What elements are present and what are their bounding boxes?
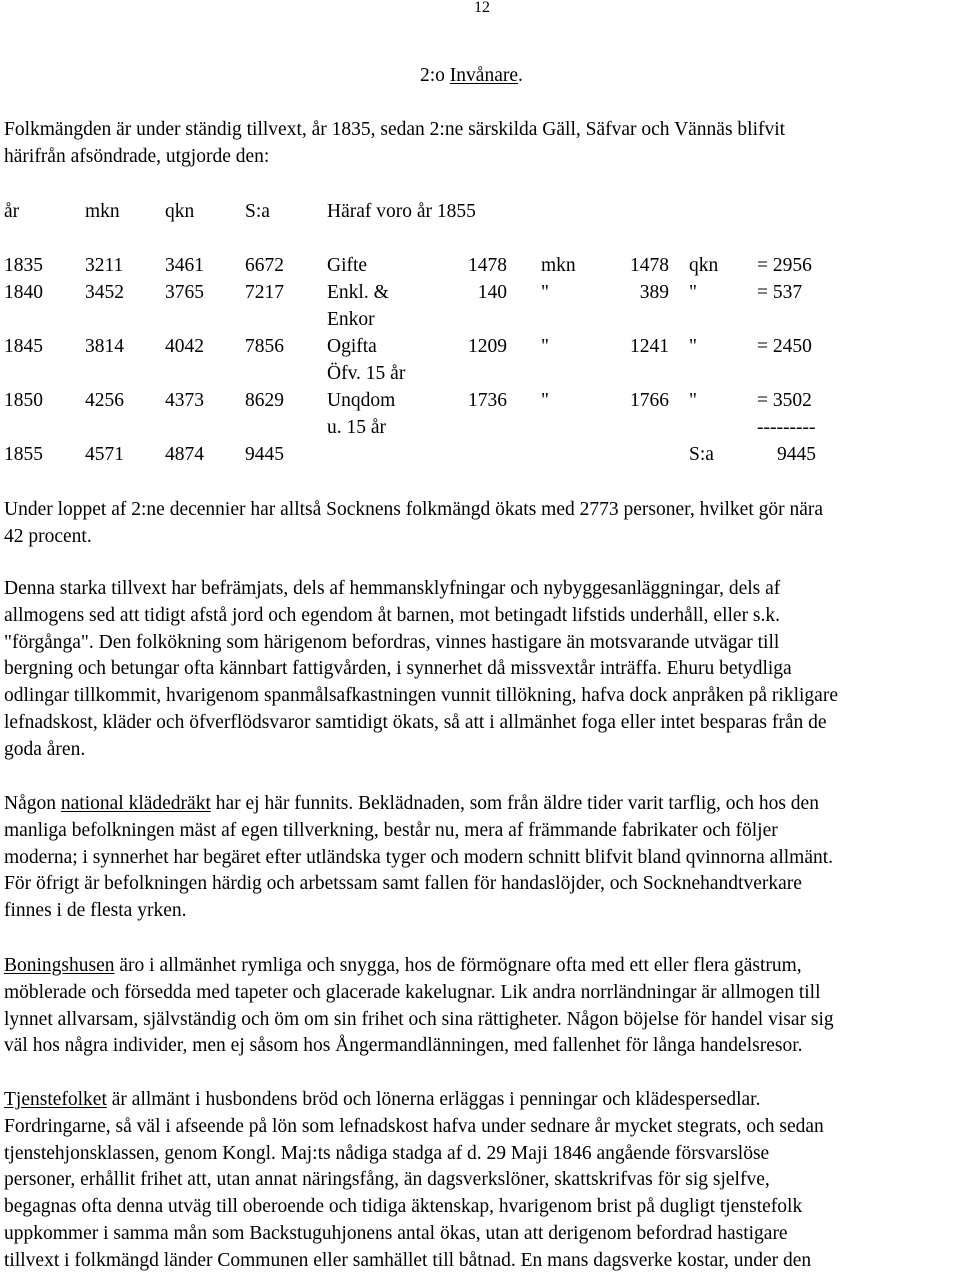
paragraph-line: personer, erhållit frihet att, utan annat näringsfång, än dagsverkslöner, skattskrifvas för sig sjelfve, bbox=[4, 1169, 770, 1191]
paragraph-line: "förgånga". Den folkökning som härigenom befordras, vinnes hastigare än motsvarande utvägar till bbox=[4, 631, 780, 653]
cell-qkn: 4874 bbox=[165, 444, 204, 465]
breakdown-label: Unqdom bbox=[327, 390, 396, 411]
paragraph-line: Under loppet af 2:ne decennier har alltså Socknens folkmängd ökats med 2773 personer, hvilket gör nära bbox=[4, 499, 824, 520]
cell-sum: 6672 bbox=[245, 255, 284, 276]
paragraph-line bbox=[4, 953, 959, 980]
header-sum: S:a bbox=[245, 201, 270, 222]
breakdown-mkn-unit: mkn bbox=[541, 255, 576, 276]
paragraph-line: lynnet allvarsam, självständig och öm om sin frihet och sina rättigheter. Någon böjelse för handel visar sig bbox=[4, 1008, 834, 1030]
paragraph-line: möblerade och försedda med tapeter och glacerade kakelugnar. Lik andra norrländningar är allmogen till bbox=[4, 981, 821, 1003]
header-qkn: qkn bbox=[165, 201, 195, 222]
breakdown-label: Gifte bbox=[327, 255, 368, 276]
breakdown-qkn: 389 bbox=[639, 282, 669, 303]
paragraph-line: För öfrigt är befolkningen härdig och arbetssam samt fallen för handaslöjder, och Socknehandtverkare bbox=[4, 873, 802, 895]
breakdown-label: Enkl. & bbox=[327, 282, 389, 303]
cell-mkn: 4256 bbox=[85, 390, 124, 411]
cell-mkn: 4571 bbox=[85, 444, 124, 465]
heading-title: Invånare bbox=[449, 65, 518, 86]
breakdown-total: = 2956 bbox=[757, 255, 812, 276]
paragraph-line: Fordringarne, så väl i afseende på lön som lefnadskost hafva under sednare år mycket stegrats, och sedan bbox=[4, 1115, 824, 1137]
breakdown-mkn-unit: " bbox=[541, 390, 549, 411]
breakdown-sum-value: 9445 bbox=[777, 444, 816, 465]
breakdown-qkn: 1478 bbox=[630, 255, 669, 276]
cell-qkn: 3461 bbox=[165, 255, 204, 276]
paragraph-line: manliga befolkningen mäst af egen tillverkning, består nu, mera af främmande fabrikater och följer bbox=[4, 819, 778, 841]
paragraph-line: tjenstehjonsklassen, genom Kongl. Maj:ts nådiga stadga af d. 29 Maji 1846 angående försvarslöse bbox=[4, 1142, 770, 1164]
paragraph-line: tillvext i folkmängd länder Communen eller samhället till båtnad. En mans dagsverke kostar, under den bbox=[4, 1249, 812, 1271]
cell-qkn: 3765 bbox=[165, 282, 204, 303]
breakdown-qkn-unit: " bbox=[689, 282, 697, 303]
cell-sum: 9445 bbox=[245, 444, 284, 465]
paragraph-clothing bbox=[4, 791, 959, 925]
breakdown-qkn-unit: " bbox=[689, 390, 697, 411]
paragraph-line: 42 procent. bbox=[4, 525, 92, 547]
paragraph-line: begagnas ofta denna utväg till oberoende och tidiga äktenskap, hvarigenom brist på dugligt tjenstefolk bbox=[4, 1196, 803, 1218]
cell-year: 1840 bbox=[4, 282, 43, 303]
paragraph-line bbox=[4, 1087, 959, 1114]
heading-suffix: . bbox=[518, 65, 523, 86]
cell-mkn: 3452 bbox=[85, 282, 124, 303]
cell-year: 1845 bbox=[4, 336, 43, 357]
national-costume-link: national klädedräkt bbox=[60, 793, 211, 814]
header-note: Häraf voro år 1855 bbox=[327, 201, 476, 222]
paragraph-line: moderna; i synnerhet har begäret efter utländska tyger och modern schnitt blifvit bland qvinnorna allmänt. bbox=[4, 846, 834, 868]
cell-year: 1855 bbox=[4, 444, 43, 465]
paragraph-housing bbox=[4, 953, 959, 1060]
p5-suffix: är allmänt i husbondens bröd och lönerna erläggas i penningar och klädespersedlar. bbox=[106, 1089, 761, 1110]
breakdown-mkn-unit: " bbox=[541, 282, 549, 303]
breakdown-label: Ogifta bbox=[327, 336, 377, 357]
paragraph-growth bbox=[4, 497, 959, 551]
paragraph-causes bbox=[4, 576, 959, 764]
intro-line: härifrån afsöndrade, utgjorde den: bbox=[4, 145, 270, 167]
paragraph-line: allmogens sed att tidigt afstå jord och egendom åt barnen, mot betingadt lifstids underhåll, eller s.k. bbox=[4, 604, 781, 626]
paragraph-line: Denna starka tillvext har befrämjats, dels af hemmansklyfningar och nybyggesanläggningar, dels af bbox=[4, 578, 781, 599]
paragraph-line: bergning och betungar ofta kännbart fattigvården, i synnerhet då missvextår inträffa. Ehuru betydliga bbox=[4, 658, 792, 680]
intro-line: Folkmängden är under ständig tillvext, år 1835, sedan 2:ne särskilda Gäll, Säfvar och Vännäs blifvit bbox=[4, 119, 786, 140]
header-year: år bbox=[4, 201, 20, 222]
header-mkn: mkn bbox=[85, 201, 120, 222]
cell-mkn: 3814 bbox=[85, 336, 124, 357]
breakdown-qkn: 1241 bbox=[630, 336, 669, 357]
intro-paragraph bbox=[4, 117, 959, 171]
paragraph-line: odlingar tillkommit, hvarigenom spanmålsafkastningen vunnit tillökning, hafva dock anpråken på rikligare bbox=[4, 685, 838, 707]
breakdown-mkn-unit: " bbox=[541, 336, 549, 357]
breakdown-qkn-unit: " bbox=[689, 336, 697, 357]
page-number: 12 bbox=[474, 0, 490, 16]
cell-qkn: 4373 bbox=[165, 390, 204, 411]
breakdown-total: = 3502 bbox=[757, 390, 812, 411]
breakdown-mkn: 1478 bbox=[468, 255, 507, 276]
breakdown-total: = 537 bbox=[757, 282, 803, 303]
housing-link: Boningshusen bbox=[4, 955, 115, 976]
breakdown-qkn: 1766 bbox=[630, 390, 669, 411]
paragraph-line: lefnadskost, kläder och öfverflödsvaror samtidigt ökats, så att i allmänhet foga eller intet besparas från de bbox=[4, 711, 827, 733]
paragraph-line: uppkommer i samma mån som Backstuguhjonens antal ökas, utan att derigenom befordrad hastigare bbox=[4, 1222, 788, 1244]
cell-sum: 7856 bbox=[245, 336, 284, 357]
cell-sum: 7217 bbox=[245, 282, 284, 303]
heading-prefix: 2:o bbox=[420, 65, 450, 86]
breakdown-label-cont: Öfv. 15 år bbox=[327, 363, 406, 384]
breakdown-mkn: 140 bbox=[477, 282, 507, 303]
p3-prefix: Någon bbox=[4, 793, 61, 814]
cell-sum: 8629 bbox=[245, 390, 284, 411]
breakdown-mkn: 1209 bbox=[468, 336, 507, 357]
breakdown-label-cont: u. 15 år bbox=[327, 417, 387, 438]
paragraph-line: finnes i de flesta yrken. bbox=[4, 900, 187, 922]
p4-suffix: äro i allmänhet rymliga och snygga, hos de förmögnare ofta med ett eller flera gästrum, bbox=[114, 955, 802, 976]
section-heading bbox=[420, 66, 523, 86]
paragraph-line: goda åren. bbox=[4, 738, 86, 760]
breakdown-total: = 2450 bbox=[757, 336, 812, 357]
breakdown-mkn: 1736 bbox=[468, 390, 507, 411]
paragraph-line bbox=[4, 791, 959, 818]
paragraph-line: väl hos några individer, men ej såsom hos Ångermandlänningen, med fallenhet för långa handelsresor. bbox=[4, 1035, 803, 1057]
servants-link: Tjenstefolket bbox=[4, 1089, 107, 1110]
cell-qkn: 4042 bbox=[165, 336, 204, 357]
breakdown-qkn-unit: qkn bbox=[689, 255, 719, 276]
breakdown-divider: --------- bbox=[757, 417, 816, 438]
cell-year: 1835 bbox=[4, 255, 43, 276]
breakdown-sum-label: S:a bbox=[689, 444, 714, 465]
p3-suffix: har ej här funnits. Beklädnaden, som från äldre tider varit tarflig, och hos den bbox=[210, 793, 819, 814]
cell-year: 1850 bbox=[4, 390, 43, 411]
cell-mkn: 3211 bbox=[85, 255, 124, 276]
breakdown-label-cont: Enkor bbox=[327, 309, 375, 330]
paragraph-servants bbox=[4, 1087, 959, 1275]
